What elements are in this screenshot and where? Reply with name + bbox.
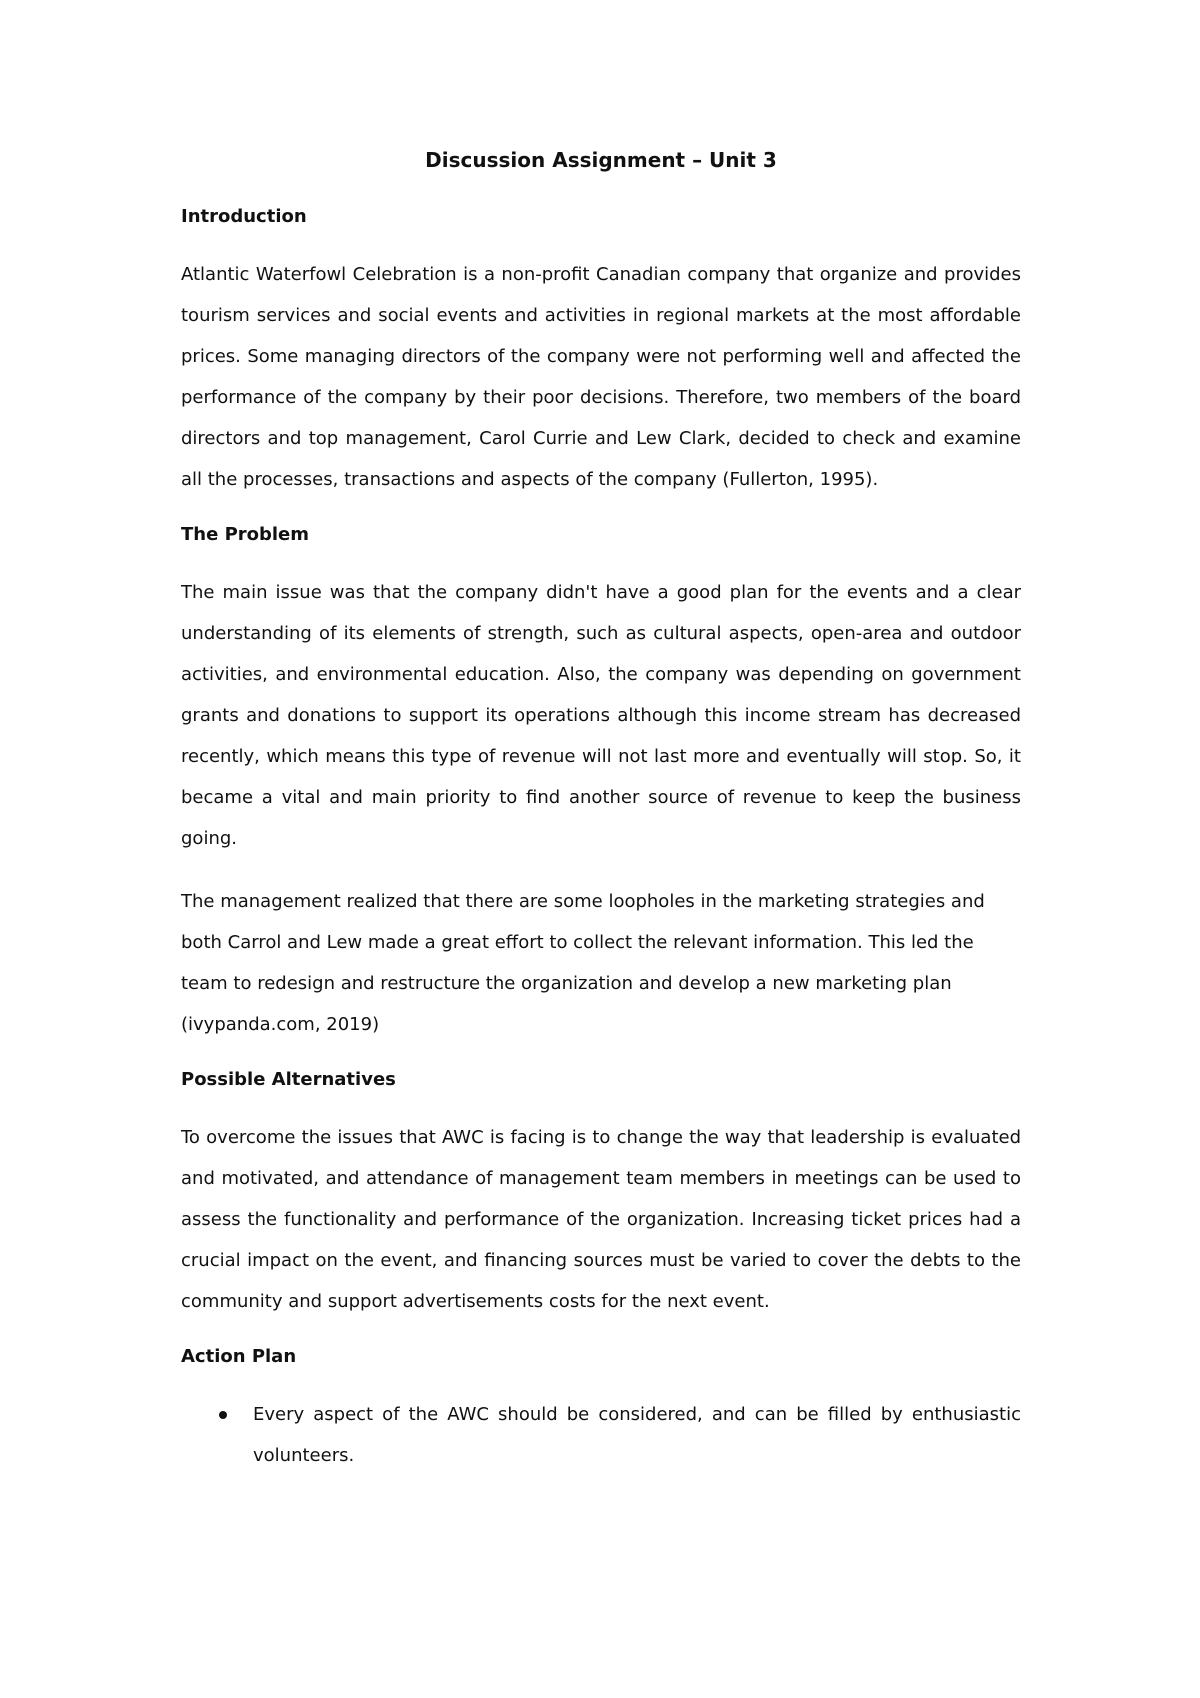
problem-paragraph-2: The management realized that there are some loopholes in the marketing strategies and both Carrol and Lew made a great effort to collect the relevant information. This led the team to redesign and restructure the organization and develop a new marketing plan (ivypanda.com, 2019) bbox=[181, 891, 985, 1035]
section-heading-problem: The Problem bbox=[181, 524, 310, 545]
section-heading-introduction: Introduction bbox=[181, 206, 307, 227]
bullet-icon bbox=[219, 1411, 227, 1419]
document-content bbox=[181, 146, 1021, 1476]
section-heading-action-plan: Action Plan bbox=[181, 1346, 297, 1367]
introduction-paragraph: Atlantic Waterfowl Celebration is a non-profit Canadian company that organize and provides tourism services and social events and activities in regional markets at the most affordable prices. Some managing directors of the company were not performing well and affected the performance of the company by their poor decisions. Therefore, two members of the board directors and top management, Carol Currie and Lew Clark, decided to check and examine all the processes, transactions and aspects of the company (Fullerton, 1995). bbox=[181, 264, 1021, 490]
problem-paragraph-1: The main issue was that the company didn't have a good plan for the events and a clear understanding of its elements of strength, such as cultural aspects, open-area and outdoor activities, and environmental education. Also, the company was depending on government grants and donations to support its operations although this income stream has decreased recently, which means this type of revenue will not last more and eventually will stop. So, it became a vital and main priority to find another source of revenue to keep the business going. bbox=[181, 582, 1021, 849]
action-plan-list bbox=[181, 1394, 1021, 1476]
action-plan-item bbox=[181, 1394, 1021, 1476]
section-heading-alternatives: Possible Alternatives bbox=[181, 1069, 396, 1090]
action-plan-item-text: Every aspect of the AWC should be considered, and can be filled by enthusiastic volunteers. bbox=[253, 1404, 1021, 1466]
alternatives-paragraph: To overcome the issues that AWC is facing is to change the way that leadership is evaluated and motivated, and attendance of management team members in meetings can be used to assess the functionality and performance of the organization. Increasing ticket prices had a crucial impact on the event, and financing sources must be varied to cover the debts to the community and support advertisements costs for the next event. bbox=[181, 1127, 1021, 1312]
document-title: Discussion Assignment – Unit 3 bbox=[425, 148, 777, 172]
